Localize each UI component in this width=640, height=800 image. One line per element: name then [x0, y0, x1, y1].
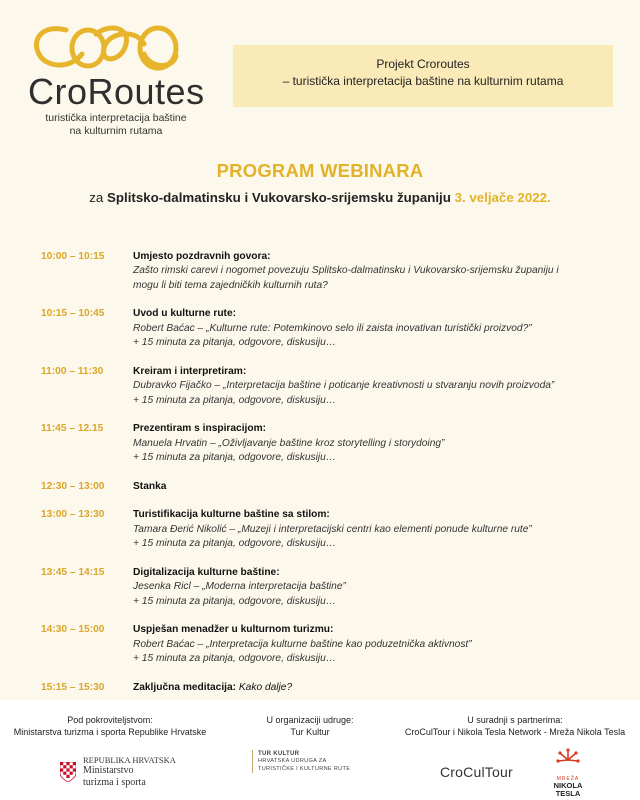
schedule-title: Prezentiram s inspiracijom:: [133, 423, 267, 435]
subtitle-prefix: za: [89, 190, 108, 205]
schedule-title: Umjesto pozdravnih govora:: [133, 251, 271, 262]
page-title: PROGRAM WEBINARA: [216, 160, 424, 181]
schedule-time: 12:30 – 13:00: [41, 480, 105, 492]
schedule-qa: + 15 minuta za pitanja, odgovore, diskusiju…: [133, 595, 337, 607]
schedule-speaker: Jesenka Ricl – „Moderna interpretacija baštine”: [133, 581, 346, 593]
ministry-logo-text: [83, 755, 176, 789]
schedule-content: [133, 480, 616, 494]
turkultur-logo: [252, 750, 372, 773]
patronage-label: Pod pokroviteljstvom:: [67, 715, 153, 725]
project-line-2: – turistička interpretacija baštine na kulturnim rutama: [282, 74, 564, 89]
tesla-logo-line-1: MREŽA: [556, 776, 580, 782]
schedule-content: [133, 508, 616, 551]
schedule-item: [41, 307, 616, 350]
schedule-speaker: Robert Baćac – „Interpretacija kulturne baštine kao poduzetnička aktivnost”: [133, 638, 472, 650]
schedule-title: Uvod u kulturne rute:: [133, 308, 237, 320]
page-subtitle: [0, 190, 640, 205]
tesla-spark-icon: [556, 748, 580, 770]
schedule-time: 10:15 – 10:45: [41, 308, 105, 320]
schedule-line: Zašto rimski carevi i nogomet povezuju Splitsko-dalmatinsku i Vukovarsko-srijemsku županiju i: [133, 265, 559, 277]
schedule-item: [41, 508, 616, 551]
schedule-content: [133, 422, 616, 465]
schedule-content: [133, 250, 616, 293]
project-line-1: Projekt Croroutes: [376, 57, 470, 71]
schedule-time: 11:45 – 12.15: [41, 423, 104, 435]
schedule-qa: + 15 minuta za pitanja, odgovore, diskusiju…: [133, 394, 337, 406]
schedule-content: [133, 365, 616, 408]
schedule-title: Turistifikacija kulturne baštine sa stilom:: [133, 509, 330, 521]
ministry-logo: [60, 755, 176, 789]
schedule-qa: + 15 minuta za pitanja, odgovore, diskusiju…: [133, 337, 337, 349]
schedule-qa: + 15 minuta za pitanja, odgovore, diskusiju…: [133, 653, 337, 665]
organizer-name: Tur Kultur: [290, 727, 330, 738]
logo-tagline: [26, 112, 206, 137]
turkultur-logo-line-1: TUR KULTUR: [258, 751, 300, 757]
schedule-item: [41, 566, 616, 609]
schedule-title: Digitalizacija kulturne baštine:: [133, 566, 280, 578]
crocultour-logo: CroCulTour: [440, 764, 513, 780]
schedule-title: Stanka: [133, 480, 167, 492]
schedule-content: [133, 307, 616, 350]
turkultur-logo-line-2: HRVATSKA UDRUGA ZA: [258, 758, 327, 765]
schedule-item: [41, 681, 616, 695]
schedule-title: [133, 681, 616, 695]
logo-wordmark: CroRoutes: [28, 71, 205, 112]
ministry-logo-line-3: turizma i sporta: [83, 777, 146, 789]
footer-partners: [395, 714, 635, 738]
croatian-coat-of-arms-icon: [60, 762, 76, 782]
schedule-content: [133, 566, 616, 609]
patronage-name: Ministarstva turizma i sporta Republike Hrvatske: [13, 727, 207, 738]
croroutes-logo: [26, 20, 216, 137]
croroutes-knot-icon: [26, 20, 186, 76]
schedule-time: 11:00 – 11:30: [41, 365, 104, 377]
schedule-time: 14:30 – 15:00: [41, 624, 105, 636]
schedule-item: [41, 422, 616, 465]
schedule-speaker: Tamara Đerić Nikolić – „Muzeji i interpretacijski centri kao elementi ponude kulturne rute”: [133, 523, 532, 535]
schedule-line: mogu li biti tema zajedničkih kulturnih ruta?: [133, 279, 328, 291]
schedule-time: 10:00 – 10:15: [41, 251, 105, 262]
logo-tagline-line-1: turistička interpretacija baštine: [45, 112, 187, 124]
schedule-speaker: Dubravko Fijačko – „Interpretacija baštine i poticanje kreativnosti u stvaranju novih proizvoda”: [133, 380, 555, 392]
organizer-label: U organizaciji udruge:: [266, 715, 354, 725]
partners-label: U suradnji s partnerima:: [467, 715, 563, 725]
subtitle-counties: Splitsko-dalmatinsku i Vukovarsko-srijemsku županiju: [107, 190, 451, 205]
schedule-item: [41, 250, 616, 293]
tesla-logo-line-3: TESLA: [555, 788, 581, 798]
subtitle-date: 3. veljače 2022.: [454, 190, 551, 205]
schedule-time: 13:45 – 14:15: [41, 566, 105, 578]
ministry-logo-line-2: Ministarstvo: [83, 765, 134, 777]
schedule-item: [41, 480, 616, 494]
schedule-item: [41, 623, 616, 666]
schedule-time: 13:00 – 13:30: [41, 509, 105, 521]
partners-names: CroCulTour i Nikola Tesla Network - Mreža Nikola Tesla: [404, 727, 626, 738]
schedule-speaker: Manuela Hrvatin – „Oživljavanje baštine kroz storytelling i storydoing”: [133, 437, 445, 449]
project-box: [233, 45, 613, 107]
schedule-item: [41, 365, 616, 408]
schedule-qa: + 15 minuta za pitanja, odgovore, diskusiju…: [133, 538, 337, 550]
schedule-title: Kreiram i interpretiram:: [133, 365, 247, 377]
schedule-title: Uspješan menadžer u kulturnom turizmu:: [133, 624, 334, 636]
schedule-content: [133, 623, 616, 666]
ministry-logo-line-1: REPUBLIKA HRVATSKA: [83, 755, 176, 765]
schedule-time: 15:15 – 15:30: [41, 681, 105, 693]
schedule-speaker: Robert Baćac – „Kulturne rute: Potemkinovo selo ili zaista inovativan turistički proizvod?”: [133, 322, 532, 334]
schedule-content: [133, 681, 616, 695]
schedule-title-text: Zaključna meditacija:: [133, 681, 237, 693]
footer-patronage: [10, 714, 210, 738]
turkultur-logo-line-3: TURISTIČKE I KULTURNE RUTE: [258, 765, 351, 772]
schedule-title-suffix: Kako dalje?: [238, 681, 293, 693]
tesla-logo-line-2: NIKOLA: [553, 781, 583, 790]
tesla-network-logo: [540, 748, 596, 798]
logo-tagline-line-2: na kulturnim rutama: [69, 124, 163, 137]
footer-organizer: [245, 714, 375, 738]
schedule-qa: + 15 minuta za pitanja, odgovore, diskusiju…: [133, 452, 337, 464]
schedule: [41, 250, 616, 695]
